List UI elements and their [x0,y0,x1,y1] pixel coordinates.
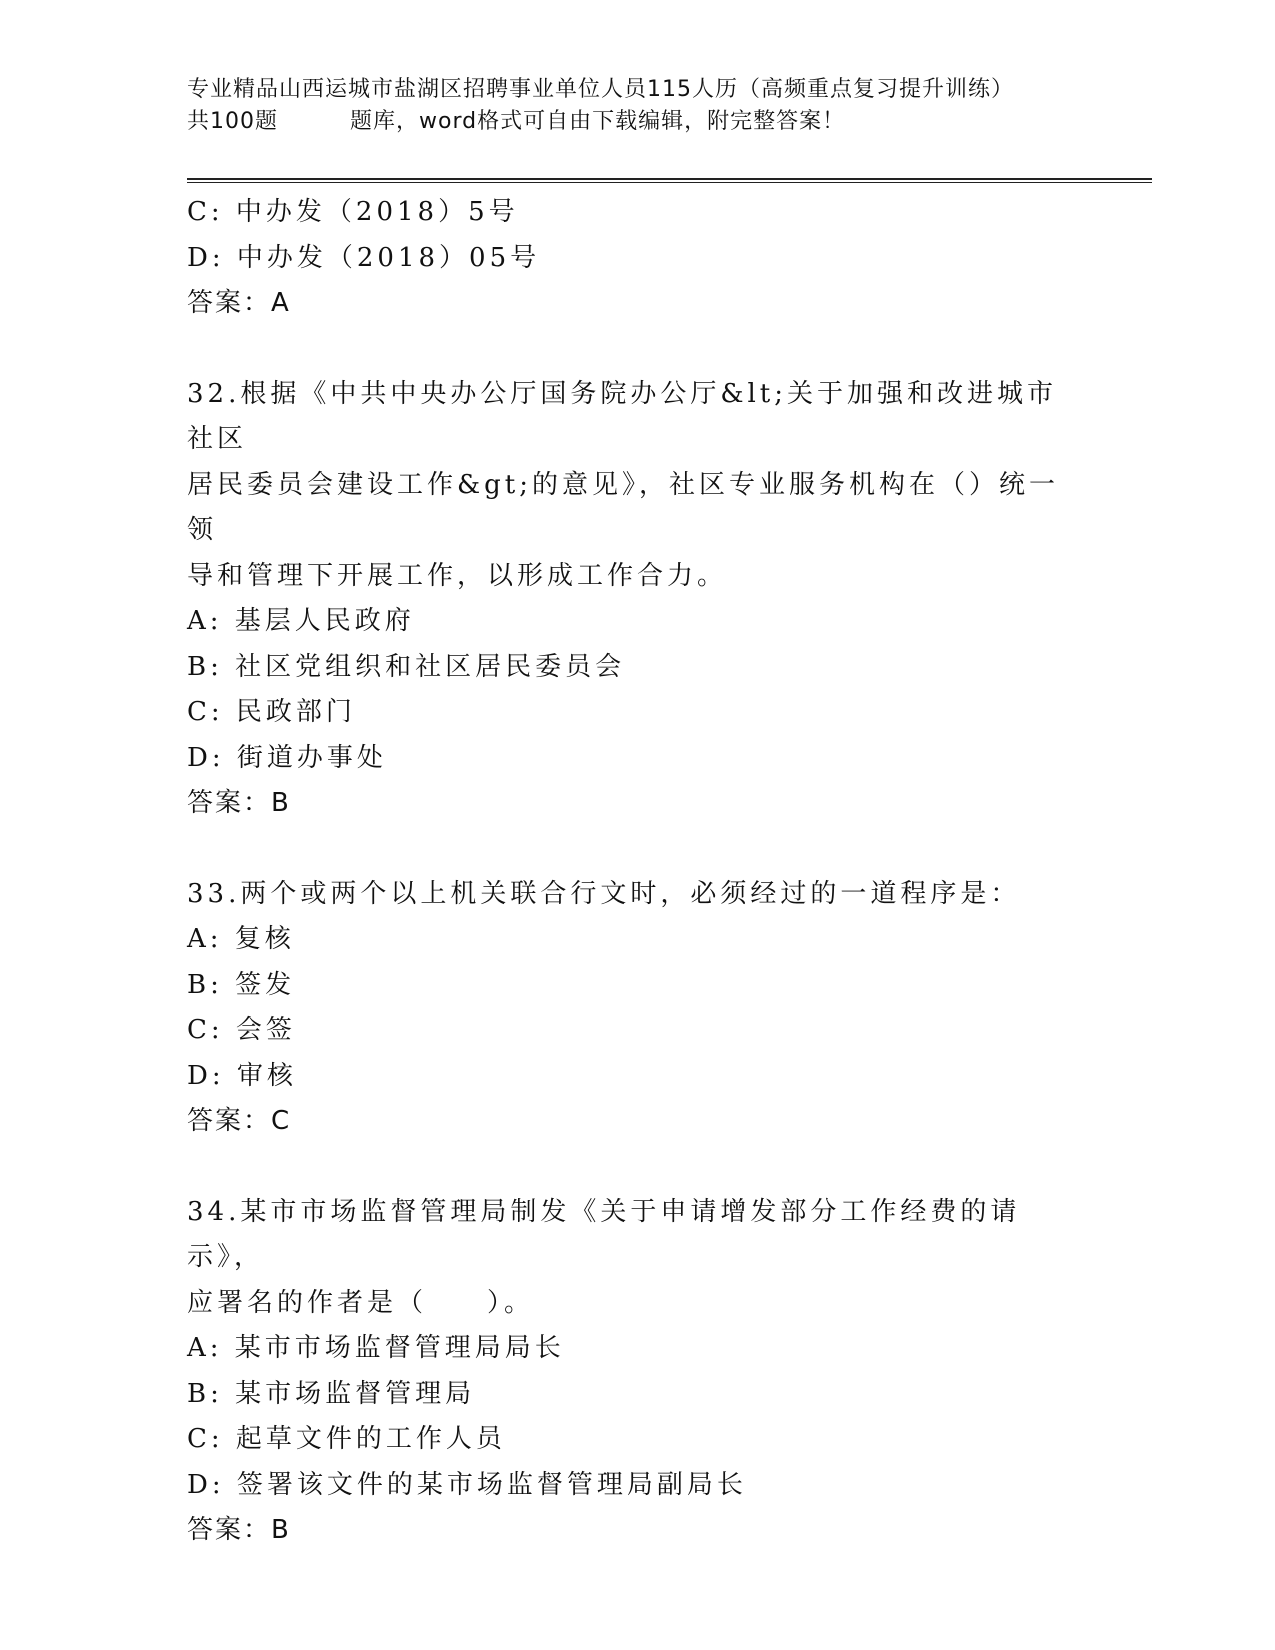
header-subtitle-line [187,106,1087,138]
question-33 [187,872,1087,1145]
answer-line: 答案：B [187,1515,291,1545]
answer-line: 答案：B [187,788,291,818]
option-a: A: 复核 [187,924,295,954]
option-b: B: 社区党组织和社区居民委员会 [187,651,626,682]
option-c: C: 起草文件的工作人员 [187,1424,506,1454]
header-divider-thick [187,178,1152,180]
option-c: C: 民政部门 [187,697,356,727]
answer-line: 答案：C [187,1106,292,1136]
question-34 [187,1190,1087,1554]
question-stem-line: 居民委员会建设工作&gt;的意见》，社区专业服务机构在（）统一领 [187,469,1059,545]
question-stem-line: 34.某市市场监督管理局制发《关于申请增发部分工作经费的请示》， [187,1196,1021,1272]
option-d: D: 街道办事处 [187,742,387,773]
answer-line: 答案：A [187,288,291,318]
header-title-line: 专业精品山西运城市盐湖区招聘事业单位人员115人历（高频重点复习提升训练） [187,77,1014,102]
option-d: D: 审核 [187,1060,297,1091]
header-description: 题库，word格式可自由下载编辑，附完整答案！ [350,109,846,134]
document-header [187,74,1087,138]
question-stem-line: 33.两个或两个以上机关联合行文时，必须经过的一道程序是： [187,878,1021,909]
option-c: C: 会签 [187,1015,296,1045]
document-body [187,190,1087,1554]
question-32 [187,372,1087,827]
option-a: A: 某市市场监督管理局局长 [187,1333,565,1363]
option-b: B: 签发 [187,969,296,1000]
question-stem-line: 导和管理下开展工作，以形成工作合力。 [187,560,728,591]
option-a: A: 基层人民政府 [187,606,415,636]
option-d: D: 中办发（2018）05号 [187,242,541,273]
option-d: D: 签署该文件的某市场监督管理局副局长 [187,1469,747,1500]
question-stem-line: 32.根据《中共中央办公厅国务院办公厅&lt;关于加强和改进城市社区 [187,378,1058,454]
previous-question-tail [187,190,1087,327]
header-divider-thin [187,182,1152,183]
option-c: C: 中办发（2018）5号 [187,197,519,227]
option-b: B: 某市场监督管理局 [187,1378,476,1409]
question-stem-line: 应署名的作者是（ ）。 [187,1287,535,1318]
header-question-count: 共100题 [187,109,278,134]
